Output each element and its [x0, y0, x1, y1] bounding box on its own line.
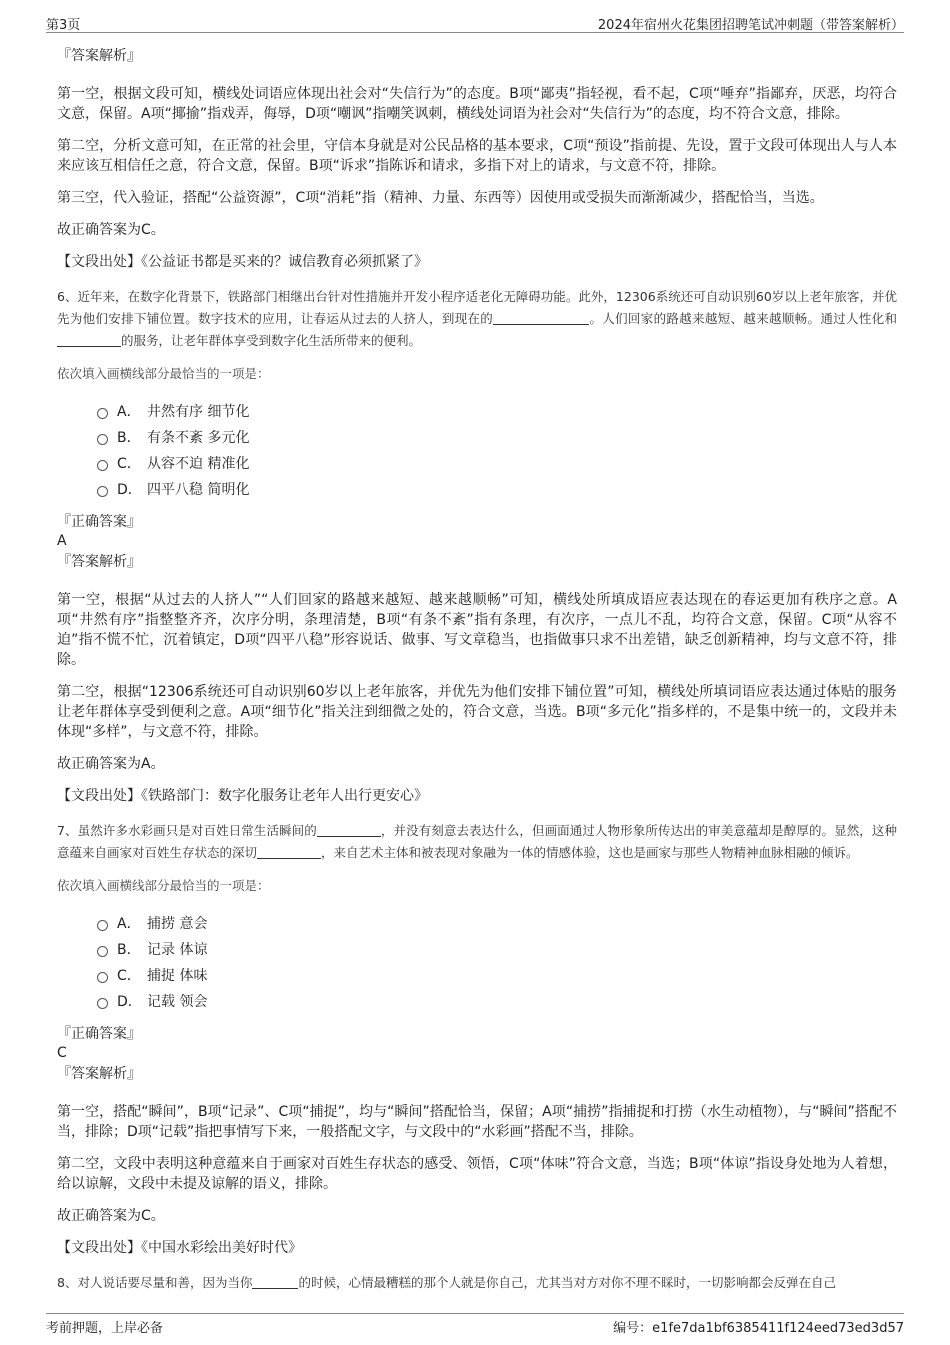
question-6-text: 6、近年来，在数字化背景下，铁路部门相继出台针对性措施并开发小程序适老化无障碍功能。此外，12306系统还可自动识别60岁以上老年旅客，并优先为他们安排下铺位置。数字技术的应用，让春运从过去的人挤人，到现在的 。人们回家的路越来越短、越来越顺畅。通过人性化和的服务，让老年群体享受到数字化生活所带来的便利。 [57, 289, 897, 348]
analysis-paragraph: 第二空，文段中表明这种意蕴来自于画家对百姓生存状态的感受、领悟，C项“体味”符合文意，当选；B项“体谅”指设身处地为人着想，给以谅解，文段中未提及谅解的语义，排除。 [57, 1156, 897, 1192]
radio-button[interactable] [97, 946, 108, 957]
source-citation: 【文段出处】《铁路部门：数字化服务让老年人出行更安心》 [57, 788, 428, 804]
analysis-paragraph: 第一空，根据“从过去的人挤人”“人们回家的路越来越短、越来越顺畅”可知，横线处所填成语应表达现在的春运更加有秩序之意。A项“井然有序”指整整齐齐，次序分明，条理清楚，B项“有条不紊”指有条理，有次序，一点儿不乱，均符合文意，保留。C项“从容不迫”指不慌不忙，沉着镇定，D项“四平八稳”形容说话、做事、写文章稳当，也指做事只求不出差错，缺乏创新精神，均与文意不符，排除。 [57, 592, 897, 668]
fill-blank [257, 844, 321, 859]
analysis-label: 『答案解析』 [57, 554, 141, 570]
conclusion: 故正确答案为A。 [57, 756, 165, 772]
document-code: 编号：e1fe7da1bf6385411f124eed73ed3d57 [613, 1321, 904, 1336]
option-b[interactable]: B． 记录 体谅 [97, 936, 897, 962]
radio-button[interactable] [97, 972, 108, 983]
radio-button[interactable] [97, 434, 108, 445]
option-d[interactable]: D． 四平八稳 简明化 [97, 476, 897, 502]
footer-slogan: 考前押题，上岸必备 [46, 1321, 164, 1336]
fill-blank [252, 1274, 298, 1289]
correct-answer-label: 『正确答案』 [57, 1026, 141, 1042]
question-prompt: 依次填入画横线部分最恰当的一项是： [57, 366, 270, 381]
correct-answer: A [57, 533, 67, 549]
question-7-options [97, 910, 897, 1014]
option-c[interactable]: C． 捕捉 体味 [97, 962, 897, 988]
radio-button[interactable] [97, 460, 108, 471]
fill-blank [57, 332, 121, 347]
radio-button[interactable] [97, 920, 108, 931]
question-6-options [97, 398, 897, 502]
radio-button[interactable] [97, 486, 108, 497]
fill-blank [317, 822, 381, 837]
correct-answer: C [57, 1045, 67, 1061]
correct-answer-label: 『正确答案』 [57, 514, 141, 530]
option-a[interactable]: A． 捕捞 意会 [97, 910, 897, 936]
analysis-label: 『答案解析』 [57, 1066, 141, 1082]
analysis-paragraph: 第三空，代入验证，搭配“公益资源”，C项“消耗”指（精神、力量、东西等）因使用或受损失而渐渐减少，搭配恰当，当选。 [57, 190, 824, 206]
source-citation: 【文段出处】《中国水彩绘出美好时代》 [57, 1240, 302, 1256]
radio-button[interactable] [97, 998, 108, 1009]
option-d[interactable]: D． 记载 领会 [97, 988, 897, 1014]
analysis-paragraph: 第一空，搭配“瞬间”，B项“记录”、C项“捕捉”，均与“瞬间”搭配恰当，保留；A项“捕捞”指捕捉和打捞（水生动植物），与“瞬间”搭配不当，排除；D项“记载”指把事情写下来，一般搭配文字，与文段中的“水彩画”搭配不当，排除。 [57, 1104, 897, 1140]
question-7-text: 7、虽然许多水彩画只是对百姓日常生活瞬间的 ，并没有刻意去表达什么，但画面通过人物形象所传达出的审美意蕴却是醇厚的。显然，这种意蕴来自画家对百姓生存状态的深切 ，来自艺术主体和被表现对象融为一体的情感体验，这也是画家与那些人物精神血脉相融的倾诉。 [57, 823, 897, 860]
analysis-label: 『答案解析』 [57, 48, 141, 64]
analysis-paragraph: 第二空，分析文意可知，在正常的社会里，守信本身就是对公民品格的基本要求，C项“预设”指前提、先设，置于文段可体现出人与人本来应该互相信任之意，符合文意，保留。B项“诉求”指陈诉和请求，多指下对上的请求，与文意不符，排除。 [57, 138, 897, 174]
radio-button[interactable] [97, 408, 108, 419]
option-a[interactable]: A． 井然有序 细节化 [97, 398, 897, 424]
analysis-paragraph: 第一空，根据文段可知，横线处词语应体现出社会对“失信行为”的态度。B项“鄙夷”指轻视，看不起，C项“唾弃”指鄙弃，厌恶，均符合文意，保留。A项“揶揄”指戏弄，侮辱，D项“嘲讽”指嘲笑讽刺，横线处词语为社会对“失信行为”的态度，均不符合文意，排除。 [57, 86, 897, 122]
analysis-paragraph: 第二空，根据“12306系统还可自动识别60岁以上老年旅客，并优先为他们安排下铺位置”可知，横线处所填词语应表达通过体贴的服务让老年群体享受到便利之意。A项“细节化”指关注到细微之处的，符合文意，当选。B项“多元化”指多样的，不是集中统一的，文段并未体现“多样”，与文意不符，排除。 [57, 684, 897, 740]
conclusion: 故正确答案为C。 [57, 1208, 165, 1224]
document-title: 2024年宿州火花集团招聘笔试冲刺题（带答案解析） [597, 18, 904, 33]
option-b[interactable]: B． 有条不紊 多元化 [97, 424, 897, 450]
page-footer [46, 1313, 904, 1334]
page-content [57, 46, 897, 1304]
page-number: 第3页 [46, 18, 81, 33]
option-c[interactable]: C． 从容不迫 精准化 [97, 450, 897, 476]
question-8-text: 8、对人说话要尽量和善，因为当你 的时候，心情最糟糕的那个人就是你自己，尤其当对方对你不理不睬时，一切影响都会反弹在自己 [57, 1275, 836, 1290]
source-citation: 【文段出处】《公益证书都是买来的？诚信教育必须抓紧了》 [57, 254, 428, 270]
fill-blank [493, 310, 589, 325]
page-header [46, 12, 904, 33]
conclusion: 故正确答案为C。 [57, 222, 165, 238]
question-prompt: 依次填入画横线部分最恰当的一项是： [57, 878, 270, 893]
